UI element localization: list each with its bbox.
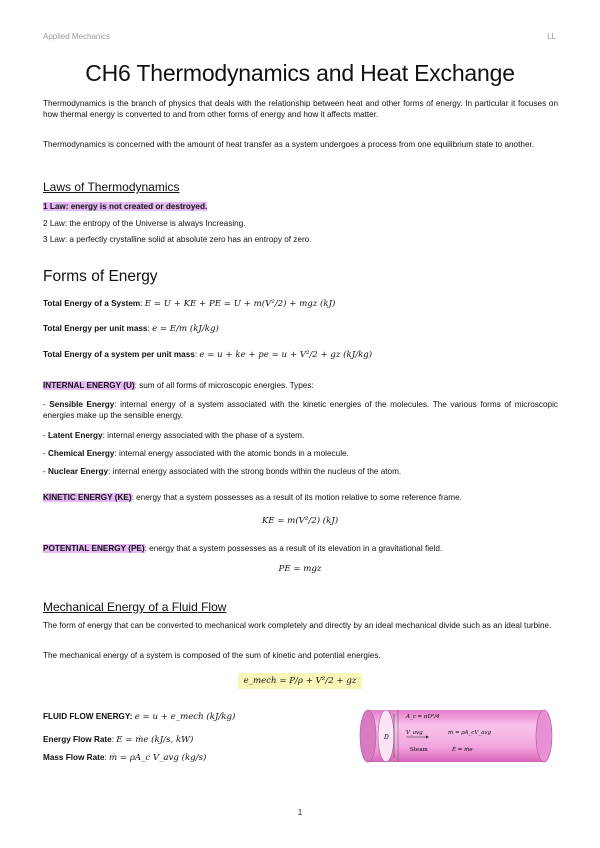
mechanical-paragraph-1: The form of energy that can be converted to mechanical work completely and directly by an ideal mechanical divide such as an ideal turbine. xyxy=(43,621,552,630)
energy-rate-label: Ė = ṁe xyxy=(452,747,473,753)
potential-energy-line: POTENTIAL ENERGY (PE): energy that a system possesses as a result of its elevation in a gravitational field. xyxy=(43,544,443,553)
law-3: 3 Law: a perfectly crystalline solid at absolute zero has an entropy of zero. xyxy=(43,235,312,244)
steam-label: Steam xyxy=(410,747,428,753)
sensible-energy-item: - Sensible Energy: internal energy of a system associated with the kinetic energies of the molecules. The various forms of microscopic energies make up the sensible energy. xyxy=(43,400,558,420)
mass-flow-label: ṁ = ρA_cV_avg xyxy=(448,730,491,736)
forms-heading: Forms of Energy xyxy=(43,268,158,285)
mechanical-energy-equation: e_mech = P/ρ + V²/2 + gz xyxy=(238,673,363,689)
kinetic-energy-line: KINETIC ENERGY (KE): energy that a system possesses as a result of its motion relative to some reference frame. xyxy=(43,493,462,502)
internal-energy-label: INTERNAL ENERGY (U) xyxy=(43,381,135,390)
latent-energy-item: - Latent Energy: internal energy associated with the phase of a system. xyxy=(43,431,305,440)
page-title: CH6 Thermodynamics and Heat Exchange xyxy=(85,60,515,86)
system-unit-energy-equation: e = u + ke + pe = u + V²/2 + gz (kJ/kg) xyxy=(199,350,373,360)
velocity-label: V_avg xyxy=(406,730,423,736)
diameter-label: D xyxy=(384,734,389,741)
energy-flow-rate-equation: E = ṁe (kJ/s, kW) xyxy=(116,735,194,745)
unit-energy-line: Total Energy per unit mass: e = E/m (kJ/kg) xyxy=(43,324,219,334)
energy-flow-rate-line: Energy Flow Rate: E = ṁe (kJ/s, kW) xyxy=(43,735,194,745)
kinetic-energy-equation: KE = m(V²/2) (kJ) xyxy=(261,516,339,526)
mass-flow-rate-equation: ṁ = ρA_c V_avg (kg/s) xyxy=(109,753,207,763)
fluid-flow-energy-line: FLUID FLOW ENERGY: e = u + e_mech (kJ/kg) xyxy=(43,712,236,722)
mass-flow-rate-line: Mass Flow Rate: ṁ = ρA_c V_avg (kg/s) xyxy=(43,753,207,763)
pipe-flow-figure xyxy=(358,706,556,766)
potential-energy-equation: PE = mgz xyxy=(278,564,322,574)
nuclear-energy-item: - Nuclear Energy: internal energy associated with the strong bonds within the nucleus of the atom. xyxy=(43,467,402,476)
unit-energy-equation: e = E/m (kJ/kg) xyxy=(152,324,219,334)
pipe-left-end xyxy=(360,710,376,762)
mechanical-energy-heading: Mechanical Energy of a Fluid Flow xyxy=(43,600,227,614)
kinetic-energy-label: KINETIC ENERGY (KE) xyxy=(43,493,132,502)
intro-paragraph-1: Thermodynamics is the branch of physics that deals with the relationship between heat and other forms of energy. In particular it focuses on how thermal energy is converted to and from other forms of energy and how it affects matter. xyxy=(43,99,558,119)
area-label: A_c = πD²/4 xyxy=(406,714,440,720)
fluid-flow-equation: e = u + e_mech (kJ/kg) xyxy=(134,712,236,722)
pipe-right-end xyxy=(536,710,552,762)
system-unit-energy-line: Total Energy of a system per unit mass: e = u + ke + pe = u + V²/2 + gz (kJ/kg) xyxy=(43,350,373,360)
header-right: LL xyxy=(547,32,556,41)
header-left: Applied Mechanics xyxy=(43,32,111,41)
chemical-energy-item: - Chemical Energy: internal energy associated with the atomic bonds in a molecule. xyxy=(43,449,349,458)
law-2: 2 Law: the entropy of the Universe is always Increasing. xyxy=(43,219,246,228)
intro-paragraph-2: Thermodynamics is concerned with the amount of heat transfer as a system undergoes a process from one equilibrium state to another. xyxy=(43,140,535,149)
total-energy-line: Total Energy of a System: E = U + KE + PE = U + m(V²/2) + mgz (kJ) xyxy=(43,299,336,309)
mechanical-paragraph-2: The mechanical energy of a system is composed of the sum of kinetic and potential energies. xyxy=(43,651,381,660)
laws-heading: Laws of Thermodynamics xyxy=(43,180,180,194)
pipe-body xyxy=(368,710,544,762)
page-number: 1 xyxy=(297,807,303,817)
potential-energy-label: POTENTIAL ENERGY (PE) xyxy=(43,544,145,553)
law-1: 1 Law: energy is not created or destroyed. xyxy=(43,202,208,211)
internal-energy-line: INTERNAL ENERGY (U): sum of all forms of microscopic energies. Types: xyxy=(43,381,314,390)
total-energy-equation: E = U + KE + PE = U + m(V²/2) + mgz (kJ) xyxy=(144,299,336,309)
